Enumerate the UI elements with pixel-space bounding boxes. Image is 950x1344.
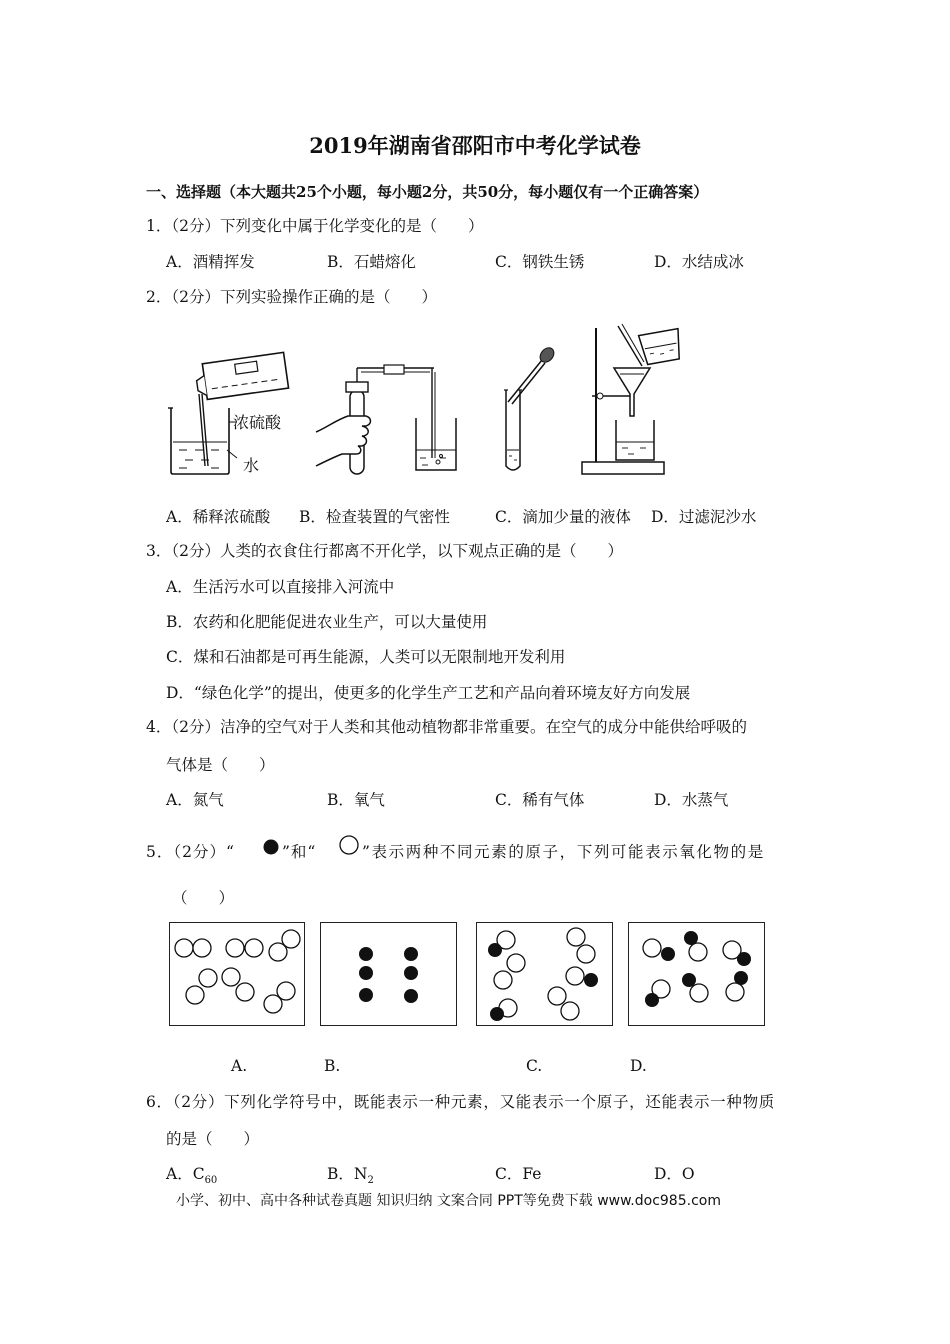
q6-stem-line2: 的是（ ） [166, 1130, 260, 1148]
q2-option-a[interactable]: A．稀释浓硫酸 [166, 508, 271, 526]
q5-stem-part1: 5．（2分）“ [146, 843, 235, 861]
q6-option-d[interactable]: D．O [654, 1165, 695, 1183]
q2-stem: 2．（2分）下列实验操作正确的是（ ） [146, 288, 437, 306]
q1-stem: 1．（2分）下列变化中属于化学变化的是（ ） [146, 217, 484, 235]
q4-stem-line2: 气体是（ ） [166, 756, 275, 774]
black-atom-icon [262, 838, 280, 856]
particles-d [628, 922, 765, 1026]
section-heading: 一、选择题（本大题共25个小题，每小题2分，共50分，每小题仅有一个正确答案） [146, 183, 709, 201]
q4-stem-line1: 4．（2分）洁净的空气对于人类和其他动植物都非常重要。在空气的成分中能供给呼吸的 [146, 718, 747, 736]
q5-option-c[interactable]: C. [526, 1057, 543, 1075]
q5-option-d[interactable]: D. [630, 1057, 647, 1075]
q4-option-b[interactable]: B．氧气 [327, 791, 385, 809]
white-atom-icon [338, 834, 360, 856]
figure-label-acid: 浓硫酸 [233, 413, 282, 432]
q1-option-a[interactable]: A．酒精挥发 [166, 253, 255, 271]
q1-option-c[interactable]: C．钢铁生锈 [495, 253, 585, 271]
q4-option-a[interactable]: A．氮气 [166, 791, 224, 809]
footer-text: 小学、初中、高中各种试卷真题 知识归纳 文案合同 PPT等免费下载 www.doc985.com [176, 1193, 721, 1209]
figure-label-water: 水 [243, 456, 260, 475]
q5-stem-part2: ”和“ [282, 843, 317, 861]
q3-option-c[interactable]: C．煤和石油都是可再生能源，人类可以无限制地开发利用 [166, 648, 566, 666]
q2-option-b[interactable]: B．检查装置的气密性 [299, 508, 450, 526]
q6-option-a[interactable]: A．$C_{60}$ [166, 1165, 218, 1187]
q1-option-d[interactable]: D．水结成冰 [654, 253, 744, 271]
q5-option-a[interactable]: A. [231, 1057, 248, 1075]
q4-option-d[interactable]: D．水蒸气 [654, 791, 729, 809]
q3-option-b[interactable]: B．农药和化肥能促进农业生产，可以大量使用 [166, 613, 488, 631]
q3-stem: 3．（2分）人类的衣食住行都离不开化学，以下观点正确的是（ ） [146, 542, 623, 560]
q4-option-c[interactable]: C．稀有气体 [495, 791, 585, 809]
figure-airtightness [312, 362, 462, 480]
q6-option-b[interactable]: B．$N_2$ [327, 1165, 374, 1187]
particles-a [169, 922, 305, 1026]
q2-option-c[interactable]: C．滴加少量的液体 [495, 508, 631, 526]
q5-stem-line2: （ ） [172, 889, 235, 907]
particles-b [320, 922, 457, 1026]
q6-option-c[interactable]: C．Fe [495, 1165, 542, 1183]
q6-stem-line1: 6．（2分）下列化学符号中，既能表示一种元素，又能表示一个原子，还能表示一种物质 [146, 1093, 775, 1111]
q3-option-a[interactable]: A．生活污水可以直接排入河流中 [166, 578, 395, 596]
q5-stem-part3: ”表示两种不同元素的原子，下列可能表示氧化物的是 [362, 843, 765, 861]
page-title: 2019年湖南省邵阳市中考化学试卷 [309, 133, 641, 158]
q3-option-d[interactable]: D．“绿色化学”的提出，使更多的化学生产工艺和产品向着环境友好方向发展 [166, 684, 691, 702]
particles-c [476, 922, 613, 1026]
figure-dropper [498, 346, 558, 476]
q1-option-b[interactable]: B．石蜡熔化 [327, 253, 416, 271]
q2-option-d[interactable]: D．过滤泥沙水 [651, 508, 757, 526]
figure-filtration [580, 322, 690, 478]
q5-option-b[interactable]: B. [324, 1057, 341, 1075]
